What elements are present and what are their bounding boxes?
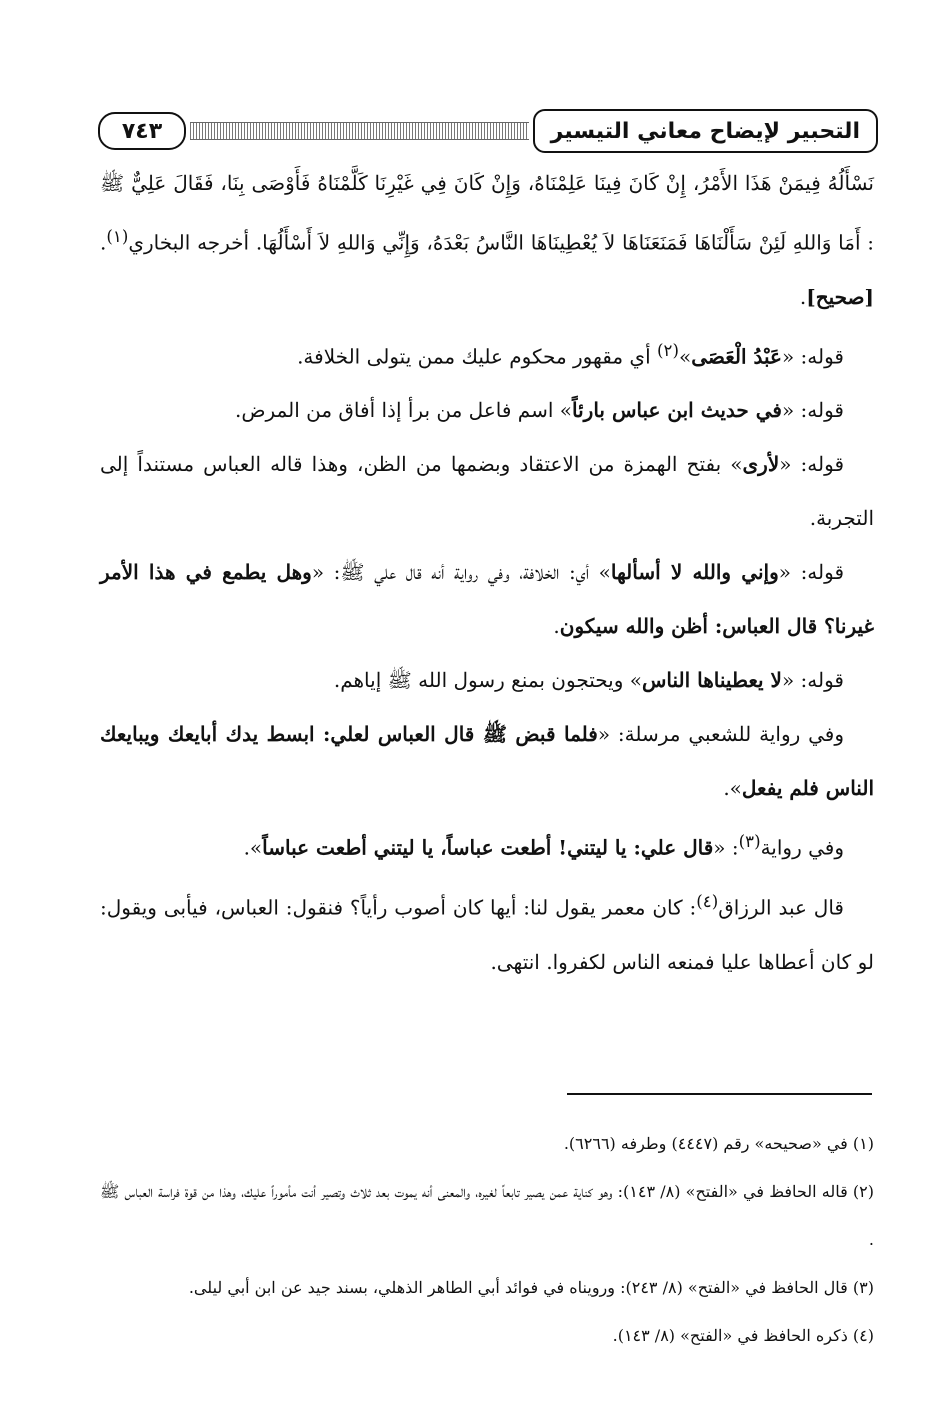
commentary-term: لأرى [742, 452, 780, 477]
commentary-text: : كان معمر يقول لنا: أيها كان أصوب رأياً؟ فنقول: العباس، فيأبى ويقول: لو كان أعطاها عليا فمنعه الناس لكفروا. انتهى. [100, 895, 874, 974]
punctuation: » [678, 344, 692, 369]
hadith-line-2: ﷺ : أَمَا وَاللهِ لَئِنْ سَأَلْنَاهَا فَمَنَعَنَاهَا لاَ يُعْطِينَاهَا النَّاسُ بَعْدَهُ، وَإِنِّي وَاللهِ لاَ أَسْأَلُهَا. أخرجه [100, 171, 875, 255]
commentary-lead: قوله: « [781, 398, 844, 423]
main-text [100, 156, 874, 989]
quoted-narration: فلما قبض ﷺ قال العباس لعلي: ابسط يدك أبايعك ويبايعك الناس فلم يفعل [100, 722, 874, 801]
footnote-4: (٤) ذكره الحافظ في «الفتح» (٨/ ١٤٣). [612, 1326, 874, 1345]
commentary-term: لا يعطيناها الناس [642, 668, 782, 693]
footnote-2: (٢) قاله الحافظ في «الفتح» (٨/ ١٤٣): وهو كناية عمن يصير تابعاً لغيره، والمعنى أنه يموت بعد ثلاث وتصير أنت مأموراً عليك، وهذا من قوة فراسة العباس ﷺ . [100, 1182, 875, 1249]
punctuation: . [799, 284, 807, 309]
punctuation: ». [723, 776, 742, 801]
commentary-lead: قال عبد الرزاق [718, 895, 844, 920]
paragraph-commentary-4 [100, 545, 874, 653]
footnote-ref-1: (١) [106, 227, 129, 246]
commentary-term: عَبْدُ الْعَصَى [691, 344, 782, 369]
commentary-lead: قوله: « [779, 452, 845, 477]
commentary-text: أي مقهور محكوم عليك ممن يتولى الخلافة. [297, 344, 657, 369]
commentary-term: وإني والله لا أسألها [610, 560, 779, 585]
footnotes [100, 1120, 874, 1360]
punctuation: : « [713, 835, 739, 860]
paragraph-commentary-5 [100, 653, 874, 707]
quoted-narration: وهل يطمع في هذا الأمر غيرنا؟ قال العباس: أظن والله سيكون [100, 560, 874, 639]
paragraph-commentary-3 [100, 437, 874, 545]
header-rule [190, 122, 529, 140]
commentary-lead: وفي رواية للشعبي مرسلة: « [597, 722, 844, 747]
paragraph-narration-3 [100, 815, 874, 875]
commentary-lead: قوله: « [781, 344, 844, 369]
page-number: ٧٤٣ [98, 112, 186, 150]
punctuation: ». [243, 835, 263, 860]
footnote-3: (٣) قال الحافظ في «الفتح» (٨/ ٢٤٣): ورويناه في فوائد أبي الطاهر الذهلي، بسند جيد عن ابن أبي ليلى. [188, 1278, 874, 1297]
paragraph-abdulrazzaq [100, 875, 874, 989]
commentary-text: » اسم فاعل من برأ إذا أفاق من المرض. [234, 398, 572, 423]
grade-label: [صحيح] [806, 284, 874, 309]
punctuation: . [100, 230, 107, 255]
commentary-lead: قوله: « [781, 668, 844, 693]
paragraph-hadith [100, 156, 874, 324]
commentary-lead: وفي رواية [760, 835, 844, 860]
commentary-term: في حديث ابن عباس بارئاً [572, 398, 782, 423]
page-header [98, 108, 878, 154]
book-title: التحبير لإيضاح معاني التيسير [533, 109, 878, 153]
footnote-ref-2: (٢) [657, 340, 679, 360]
source-text: البخاري [128, 230, 191, 255]
commentary-lead: قوله: « [778, 560, 845, 585]
footnote-1: (١) في «صحيحه» رقم (٤٤٤٧) وطرفه (٦٢٦٦). [563, 1134, 874, 1153]
paragraph-shabi-narration [100, 707, 874, 815]
commentary-text: » أي: الخلافة، وفي رواية أنه قال علي ﷺ: « [311, 560, 611, 585]
paragraph-commentary-2 [100, 383, 874, 437]
commentary-text: » بفتح الهمزة من الاعتقاد وبضمها من الظن، وهذا قاله العباس مستنداً إلى التجربة. [100, 452, 874, 531]
commentary-text: » ويحتجون بمنع رسول الله ﷺ إياهم. [333, 668, 642, 693]
footnote-divider [567, 1093, 872, 1095]
punctuation: . [553, 614, 560, 639]
quoted-narration: قال علي: يا ليتني! أطعت عباساً، يا ليتني أطعت عباساً [262, 835, 714, 860]
footnote-ref-3: (٣) [738, 832, 761, 852]
hadith-line-1: نَسْأَلُهُ فِيمَنْ هَذَا الأَمْرُ، إِنْ كَانَ فِينَا عَلِمْنَاهُ، وَإِنْ كَانَ فِي غَيْرِنَا كَلَّمْنَاهُ فَأَوْصَى بِنَا، فَقَالَ عَلِيٌّ [131, 171, 875, 195]
footnote-ref-4: (٤) [696, 891, 719, 911]
paragraph-commentary-1 [100, 324, 874, 384]
